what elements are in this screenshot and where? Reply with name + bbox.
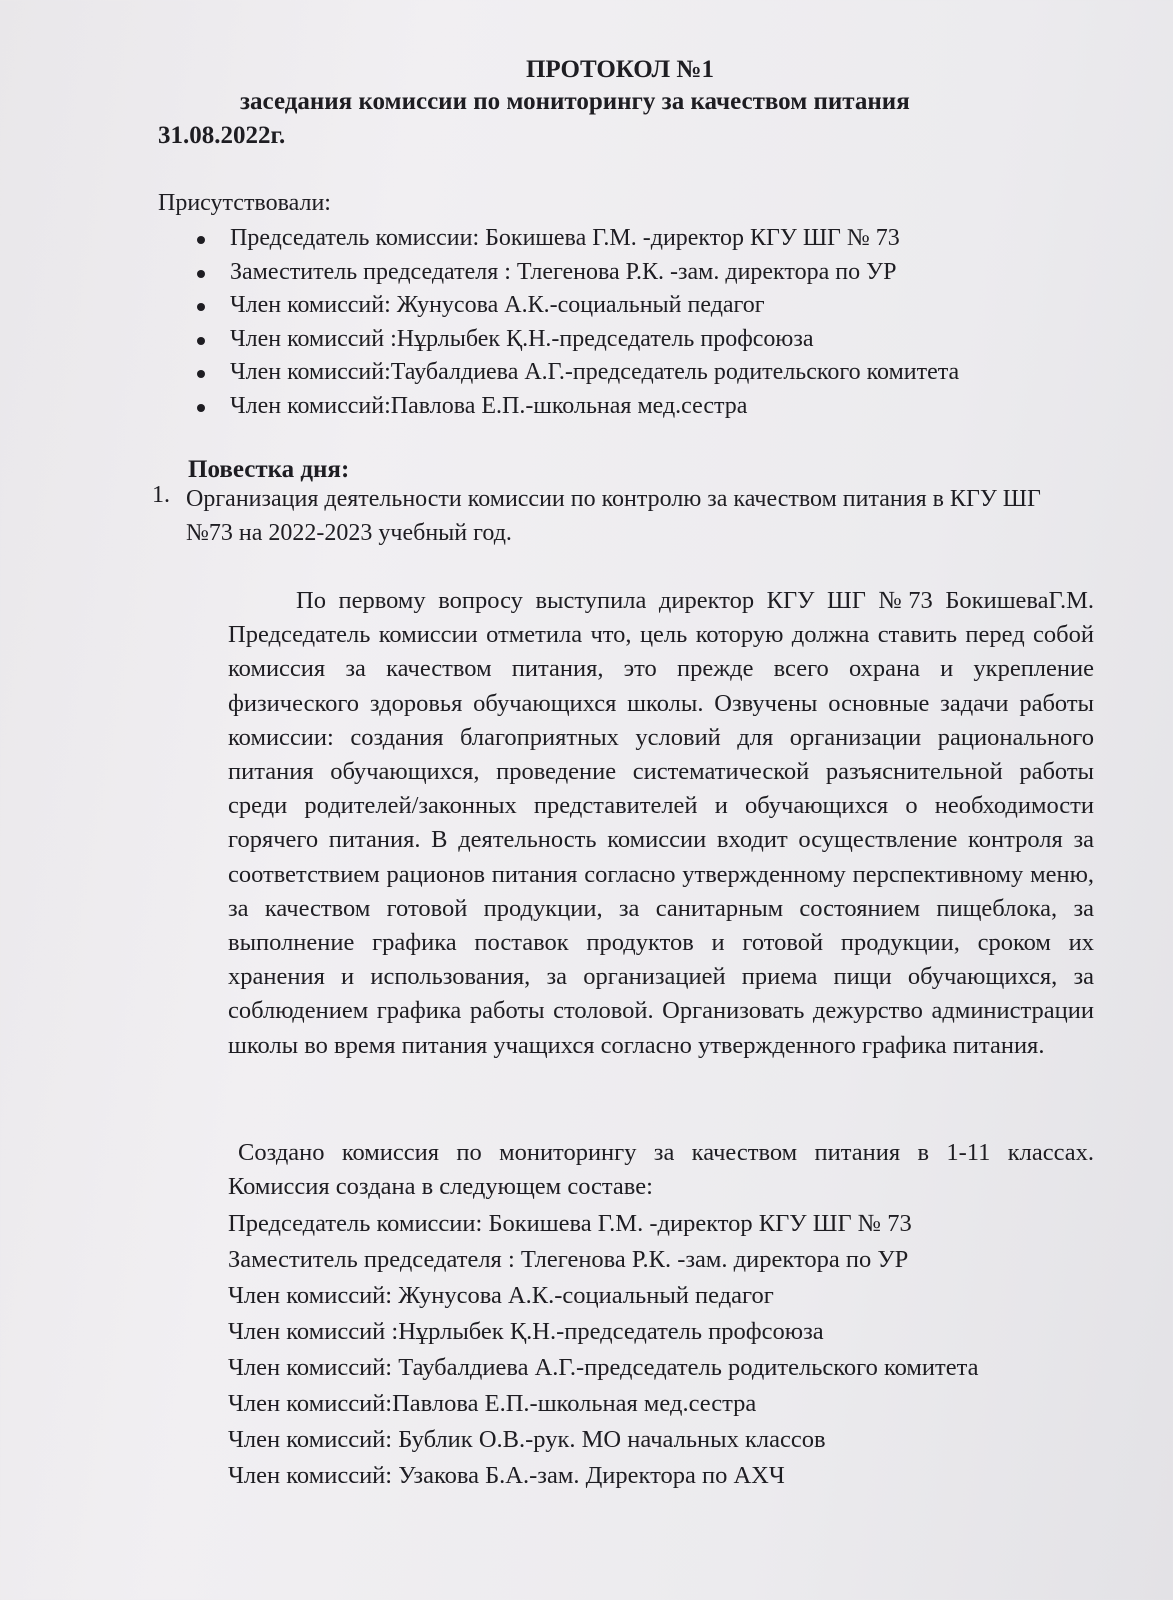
commission-members-list — [228, 1206, 979, 1494]
document-title: ПРОТОКОЛ №1 — [525, 56, 714, 83]
commission-created-paragraph: Создано комиссия по мониторингу за качеством питания в 1-11 классах. Комиссия создана в следующем составе: — [228, 1139, 1094, 1201]
discussion-paragraph: По первому вопросу выступила директор КГУ ШГ №73 БокишеваГ.М. Председатель комиссии отметила что, цель которую должна ставить перед собой комиссия за качеством питания, это прежде всего охрана и укрепление физического здоровья обучающихся школы. Озвучены основные задачи работы комиссии: создания благоприятных условий для организации рационального питания обучающихся, проведение систематической разъяснительной работы среди родителей/законных представителей и обучающихся о необходимости горячего питания. В деятельность комиссии входит осуществление контроля за соответствием рационов питания согласно утвержденному перспективному меню, за качеством готовой продукции, за санитарным состоянием пищеблока, за выполнение графика поставок продуктов и готовой продукции, сроком их хранения и использования, за организацией приема пищи обучающихся, за соблюдением графика работы столовой. Организовать дежурство администрации школы во время питания учащихся согласно утвержденного графика питания. — [228, 587, 1094, 1059]
agenda-item-number: 1. — [152, 482, 170, 508]
attendee-item: Председатель комиссии: Бокишева Г.М. -директор КГУ ШГ № 73 — [0, 222, 959, 256]
commission-member: Член комиссий: Бублик О.В.-рук. МО начальных классов — [228, 1426, 826, 1453]
present-label: Присутствовали: — [158, 190, 331, 216]
attendee-item: Член комиссий:Таубалдиева А.Г.-председатель родительского комитета — [0, 356, 959, 390]
commission-member: Член комиссий:Павлова Е.П.-школьная мед.сестра — [228, 1390, 757, 1417]
attendee-item: Член комиссий :Нұрлыбек Қ.Н.-председатель профсоюза — [0, 323, 959, 357]
commission-member: Заместитель председателя : Тлегенова Р.К. -зам. директора по УР — [228, 1246, 909, 1273]
commission-member: Член комиссий :Нұрлыбек Қ.Н.-председатель профсоюза — [228, 1318, 824, 1345]
attendee-item: Член комиссий: Жунусова А.К.-социальный педагог — [0, 289, 959, 323]
meeting-date: 31.08.2022г. — [158, 122, 286, 149]
attendees-list — [0, 222, 959, 424]
attendee-item: Заместитель председателя : Тлегенова Р.К. -зам. директора по УР — [0, 256, 959, 290]
commission-member: Член комиссий: Таубалдиева А.Г.-председатель родительского комитета — [228, 1354, 979, 1381]
document-subtitle: заседания комиссии по мониторингу за качеством питания — [240, 88, 910, 115]
commission-member: Член комиссий: Жунусова А.К.-социальный педагог — [228, 1282, 774, 1309]
attendee-item: Член комиссий:Павлова Е.П.-школьная мед.сестра — [0, 390, 959, 424]
commission-member: Председатель комиссии: Бокишева Г.М. -директор КГУ ШГ № 73 — [228, 1210, 912, 1237]
agenda-item-text: Организация деятельности комиссии по контролю за качеством питания в КГУ ШГ №73 на 2022-2023 учебный год. — [186, 486, 1041, 546]
commission-member: Член комиссий: Узакова Б.А.-зам. Директора по АХЧ — [228, 1462, 785, 1489]
agenda-label: Повестка дня: — [188, 456, 350, 483]
